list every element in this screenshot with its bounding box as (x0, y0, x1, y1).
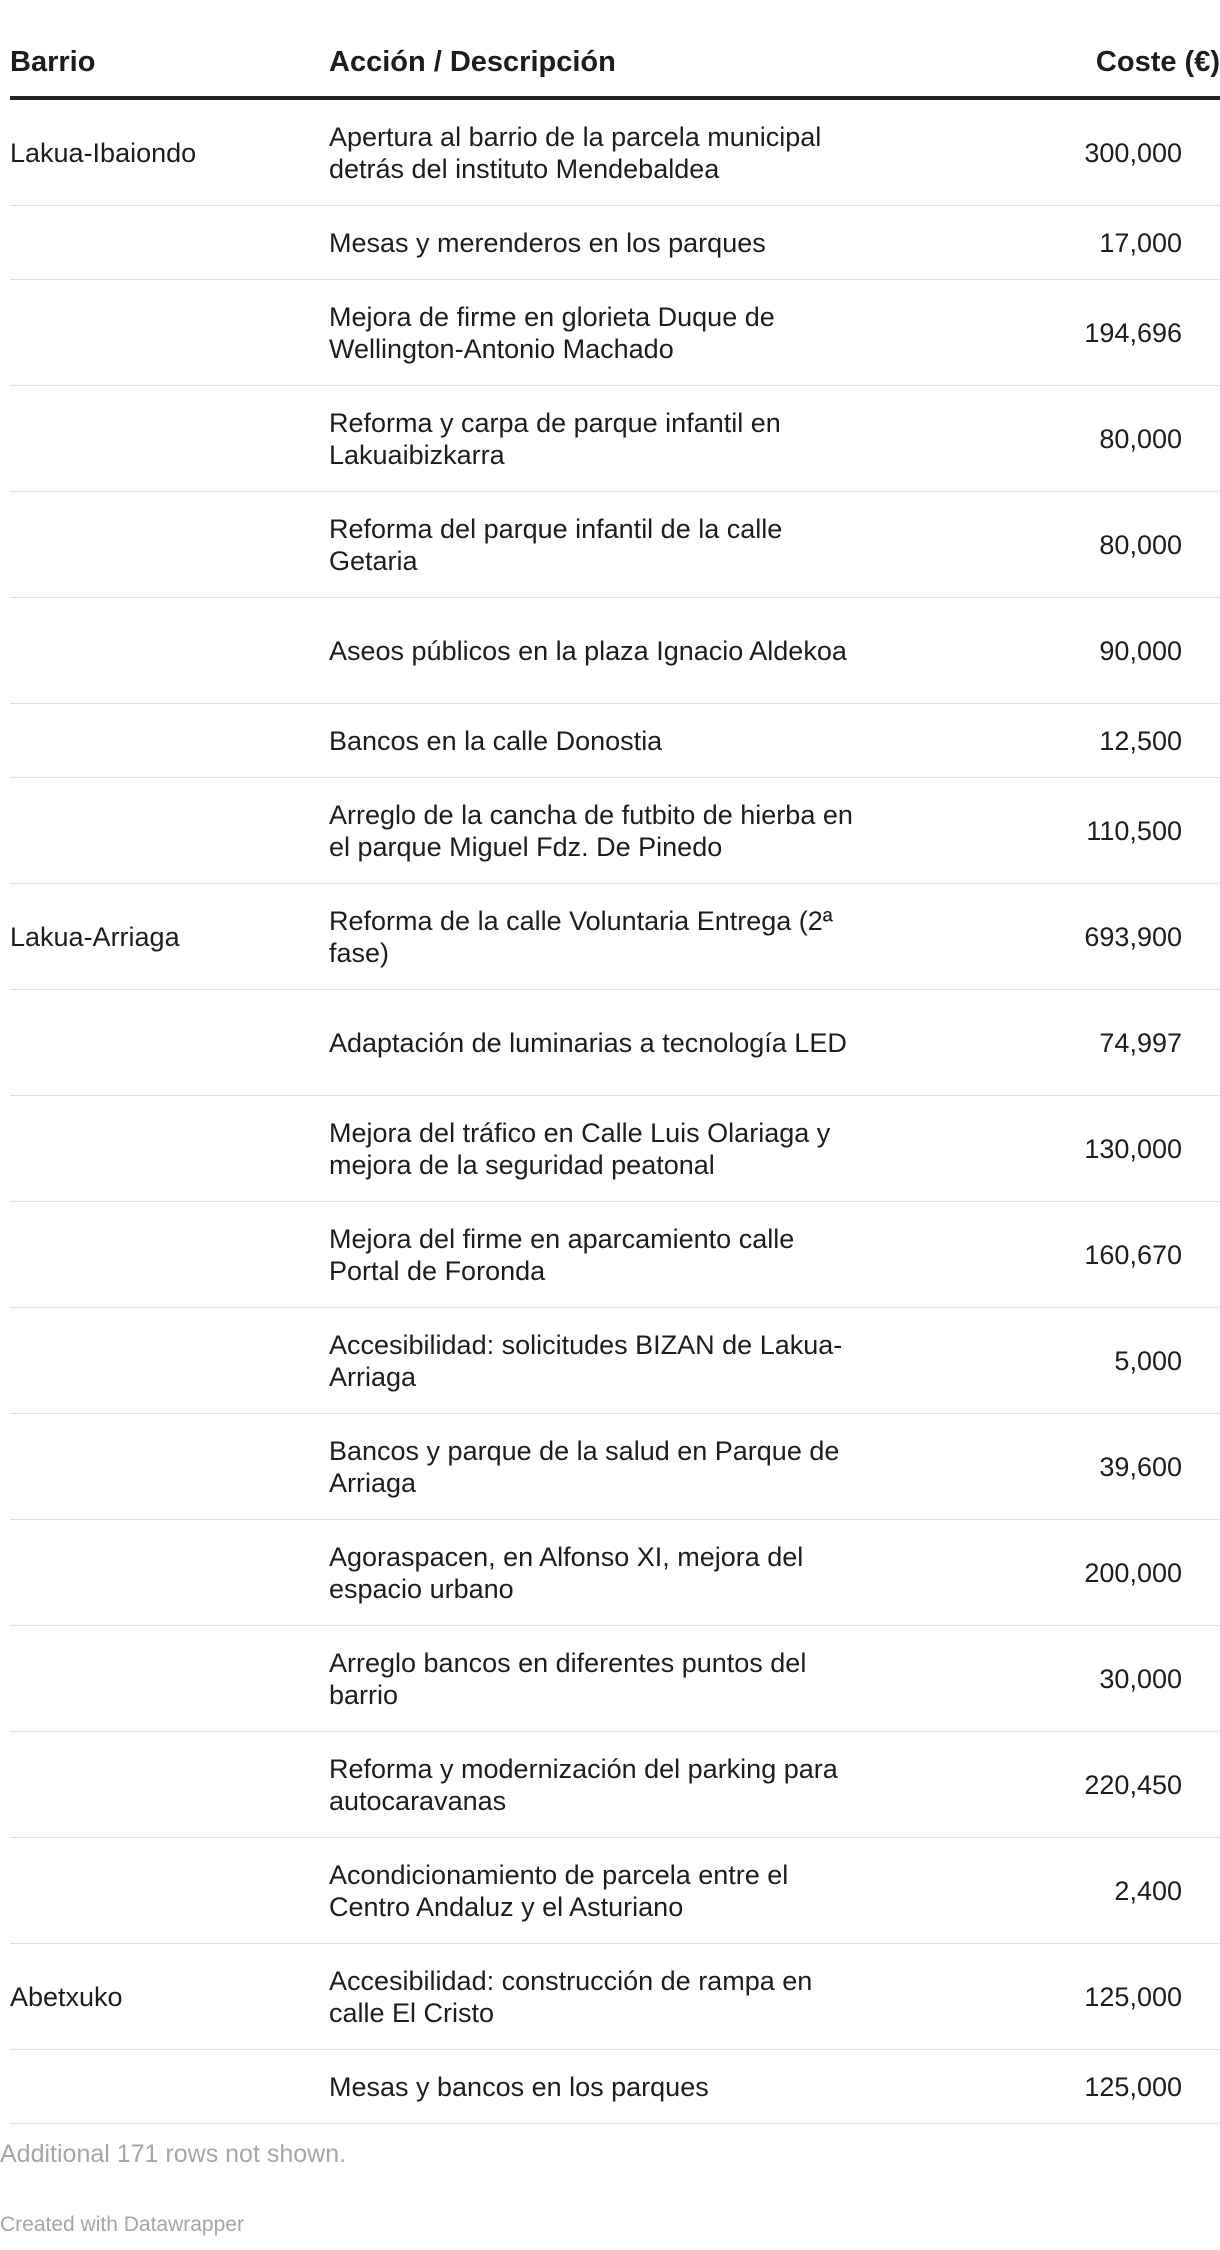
cell-coste: 194,696 (1084, 317, 1182, 348)
table-row (10, 1414, 1220, 1520)
header-barrio[interactable]: Barrio (10, 46, 96, 78)
table-row (10, 884, 1220, 990)
cell-coste: 693,900 (1084, 921, 1182, 952)
table-row (10, 990, 1220, 1096)
cell-accion: Mejora del firme en aparcamiento calle Portal de Foronda (329, 1223, 795, 1286)
cell-coste: 220,450 (1084, 1769, 1182, 1800)
table-row (10, 1308, 1220, 1414)
cell-coste: 74,997 (1099, 1027, 1182, 1058)
table-row (10, 1202, 1220, 1308)
table-row (10, 704, 1220, 778)
cell-coste: 80,000 (1099, 529, 1182, 560)
cell-coste: 17,000 (1099, 227, 1182, 258)
cell-accion: Bancos y parque de la salud en Parque de Arriaga (329, 1435, 840, 1498)
cell-barrio: Lakua-Arriaga (10, 921, 180, 952)
table-row (10, 100, 1220, 206)
table-header (10, 0, 1220, 100)
table-row (10, 2050, 1220, 2124)
table-row (10, 1838, 1220, 1944)
cell-coste: 110,500 (1086, 815, 1182, 846)
cell-coste: 30,000 (1099, 1663, 1182, 1694)
cell-accion: Reforma y modernización del parking para autocaravanas (329, 1753, 838, 1816)
cell-accion: Mesas y merenderos en los parques (329, 227, 766, 258)
cell-accion: Arreglo de la cancha de futbito de hierba en el parque Miguel Fdz. De Pinedo (329, 799, 853, 862)
cell-coste: 125,000 (1084, 1981, 1182, 2012)
cell-accion: Apertura al barrio de la parcela municipal detrás del instituto Mendebaldea (329, 121, 822, 184)
table-row (10, 598, 1220, 704)
cell-accion: Accesibilidad: construcción de rampa en calle El Cristo (329, 1965, 813, 2028)
datawrapper-credit: Created with Datawrapper (0, 2213, 244, 2236)
cell-accion: Mejora de firme en glorieta Duque de Wellington-Antonio Machado (329, 301, 775, 364)
cell-coste: 160,670 (1084, 1239, 1182, 1270)
table-row (10, 492, 1220, 598)
cell-barrio: Abetxuko (10, 1981, 123, 2012)
table-row (10, 1520, 1220, 1626)
table-row (10, 1626, 1220, 1732)
cell-accion: Mesas y bancos en los parques (329, 2071, 709, 2102)
cell-accion: Agoraspacen, en Alfonso XI, mejora del espacio urbano (329, 1541, 804, 1604)
header-accion[interactable]: Acción / Descripción (329, 46, 616, 78)
rows-not-shown-note: Additional 171 rows not shown. (0, 2140, 347, 2168)
header-coste[interactable]: Coste (€) (1095, 46, 1220, 78)
cell-accion: Reforma y carpa de parque infantil en Lakuaibizkarra (329, 407, 781, 470)
cell-coste: 125,000 (1084, 2071, 1182, 2102)
cell-coste: 2,400 (1114, 1875, 1182, 1906)
cell-coste: 90,000 (1099, 635, 1182, 666)
table-body (10, 100, 1220, 2124)
cell-coste: 5,000 (1114, 1345, 1182, 1376)
table-row (10, 1944, 1220, 2050)
cell-accion: Adaptación de luminarias a tecnología LED (329, 1027, 847, 1058)
datawrapper-table (10, 0, 1220, 2124)
cell-accion: Aseos públicos en la plaza Ignacio Aldekoa (329, 635, 847, 666)
cell-accion: Accesibilidad: solicitudes BIZAN de Lakua-Arriaga (329, 1329, 843, 1392)
table-row (10, 1732, 1220, 1838)
cell-coste: 80,000 (1099, 423, 1182, 454)
cell-coste: 200,000 (1084, 1557, 1182, 1588)
cell-accion: Bancos en la calle Donostia (329, 725, 663, 756)
cell-accion: Mejora del tráfico en Calle Luis Olariaga y mejora de la seguridad peatonal (329, 1117, 831, 1180)
cell-accion: Acondicionamiento de parcela entre el Centro Andaluz y el Asturiano (329, 1859, 789, 1922)
table-row (10, 206, 1220, 280)
table-row (10, 280, 1220, 386)
table-row (10, 386, 1220, 492)
cell-accion: Reforma del parque infantil de la calle Getaria (329, 513, 783, 576)
cell-coste: 12,500 (1099, 725, 1182, 756)
table-row (10, 1096, 1220, 1202)
cell-coste: 300,000 (1084, 137, 1182, 168)
cell-coste: 39,600 (1099, 1451, 1182, 1482)
cell-coste: 130,000 (1084, 1133, 1182, 1164)
table-row (10, 778, 1220, 884)
cell-accion: Arreglo bancos en diferentes puntos del barrio (329, 1647, 807, 1710)
cell-barrio: Lakua-Ibaiondo (10, 137, 197, 168)
cell-accion: Reforma de la calle Voluntaria Entrega (2ª fase) (329, 905, 833, 968)
